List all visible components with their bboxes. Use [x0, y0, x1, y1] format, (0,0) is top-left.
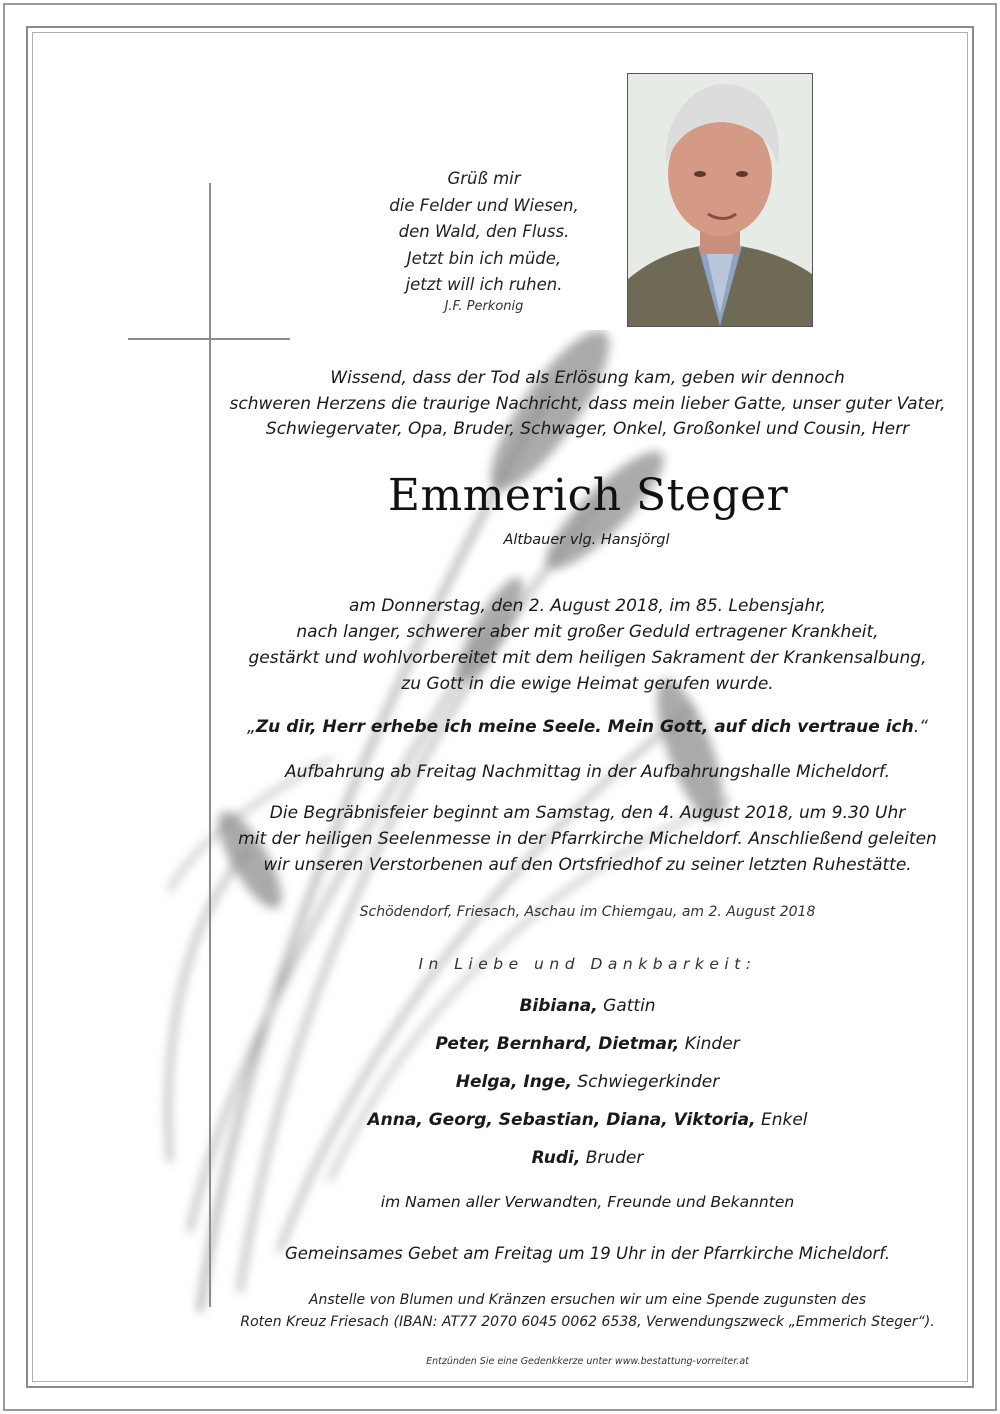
funeral-info [130, 800, 1000, 878]
relatives-note: im Namen aller Verwandten, Freunde und Bekannten [380, 1193, 795, 1211]
donation-note [130, 1289, 1000, 1333]
mourner-names: Rudi, [531, 1148, 581, 1168]
death-announcement [130, 593, 1000, 697]
wake-info: Aufbahrung ab Freitag Nachmittag in der Aufbahrungshalle Micheldorf. [285, 762, 890, 782]
intro-text [130, 366, 1000, 443]
deceased-name: Emmerich Steger [387, 470, 789, 521]
place-date: Schödendorf, Friesach, Aschau im Chiemgau, am 2. August 2018 [359, 904, 816, 920]
death-line: gestärkt und wohlvorbereitet mit dem heiligen Sakrament der Krankensalbung, [248, 648, 927, 668]
donation-line: Anstelle von Blumen und Kränzen ersuchen wir um eine Spende zugunsten des [308, 1292, 867, 1308]
mourner-relation: Enkel [760, 1110, 808, 1130]
deceased-subtitle: Altbauer vlg. Hansjörgl [503, 532, 670, 548]
poem-line: die Felder und Wiesen, [389, 195, 579, 215]
mourner-relation: Bruder [585, 1148, 644, 1168]
mourner-entry [130, 1072, 1000, 1092]
death-line: zu Gott in die ewige Heimat gerufen wurde. [401, 674, 774, 694]
mourner-relation: Gattin [603, 996, 656, 1016]
candle-note: Entzünden Sie eine Gedenkkerze unter www.bestattung-vorreiter.at [426, 1356, 749, 1367]
poem-line: den Wald, den Fluss. [398, 222, 570, 241]
cross-vertical-bar [209, 183, 211, 1307]
poem [350, 166, 618, 299]
intro-line: schweren Herzens die traurige Nachricht, dass mein lieber Gatte, unser guter Vater, [229, 393, 946, 414]
funeral-line: Die Begräbnisfeier beginnt am Samstag, den 4. August 2018, um 9.30 Uhr [269, 803, 906, 823]
mourner-names: Helga, Inge, [455, 1072, 572, 1092]
funeral-line: mit der heiligen Seelenmesse in der Pfarrkirche Micheldorf. Anschließend geleiten [238, 829, 937, 849]
cross-horizontal-bar [128, 338, 290, 340]
mourner-names: Bibiana, [519, 996, 598, 1016]
prayer-info: Gemeinsames Gebet am Freitag um 19 Uhr in der Pfarrkirche Micheldorf. [285, 1244, 890, 1263]
intro-line: Schwiegervater, Opa, Bruder, Schwager, Onkel, Großonkel und Cousin, Herr [265, 419, 910, 439]
poem-line: Grüß mir [447, 169, 521, 188]
intro-line: Wissend, dass der Tod als Erlösung kam, geben wir dennoch [330, 368, 845, 388]
funeral-line: wir unseren Verstorbenen auf den Ortsfriedhof zu seiner letzten Ruhestätte. [263, 855, 912, 875]
portrait-photo [627, 73, 813, 327]
mourner-relation: Schwiegerkinder [577, 1072, 720, 1092]
donation-line: Roten Kreuz Friesach (IBAN: AT77 2070 6045 0062 6538, Verwendungszweck „Emmerich Steger“). [240, 1314, 935, 1330]
verse-open-quote: „ [247, 717, 256, 737]
verse-text: Zu dir, Herr erhebe ich meine Seele. Mein Gott, auf dich vertraue ich [255, 717, 914, 737]
mourner-entry [130, 1148, 1000, 1168]
verse-close-quote: .“ [913, 717, 928, 737]
mourner-relation: Kinder [684, 1034, 740, 1054]
death-line: nach langer, schwerer aber mit großer Geduld ertragener Krankheit, [296, 622, 879, 642]
thanks-heading: In Liebe und Dankbarkeit: [418, 955, 757, 973]
bible-verse [130, 717, 1000, 737]
mourner-names: Peter, Bernhard, Dietmar, [435, 1034, 680, 1054]
death-line: am Donnerstag, den 2. August 2018, im 85. Lebensjahr, [348, 596, 827, 616]
mourner-entry [130, 996, 1000, 1016]
mourner-entry [130, 1034, 1000, 1054]
mourner-entry [130, 1110, 1000, 1130]
poem-line: jetzt will ich ruhen. [405, 275, 563, 294]
mourner-names: Anna, Georg, Sebastian, Diana, Viktoria, [367, 1110, 756, 1130]
poem-line: Jetzt bin ich müde, [406, 248, 562, 268]
poem-author: J.F. Perkonig [444, 299, 524, 314]
